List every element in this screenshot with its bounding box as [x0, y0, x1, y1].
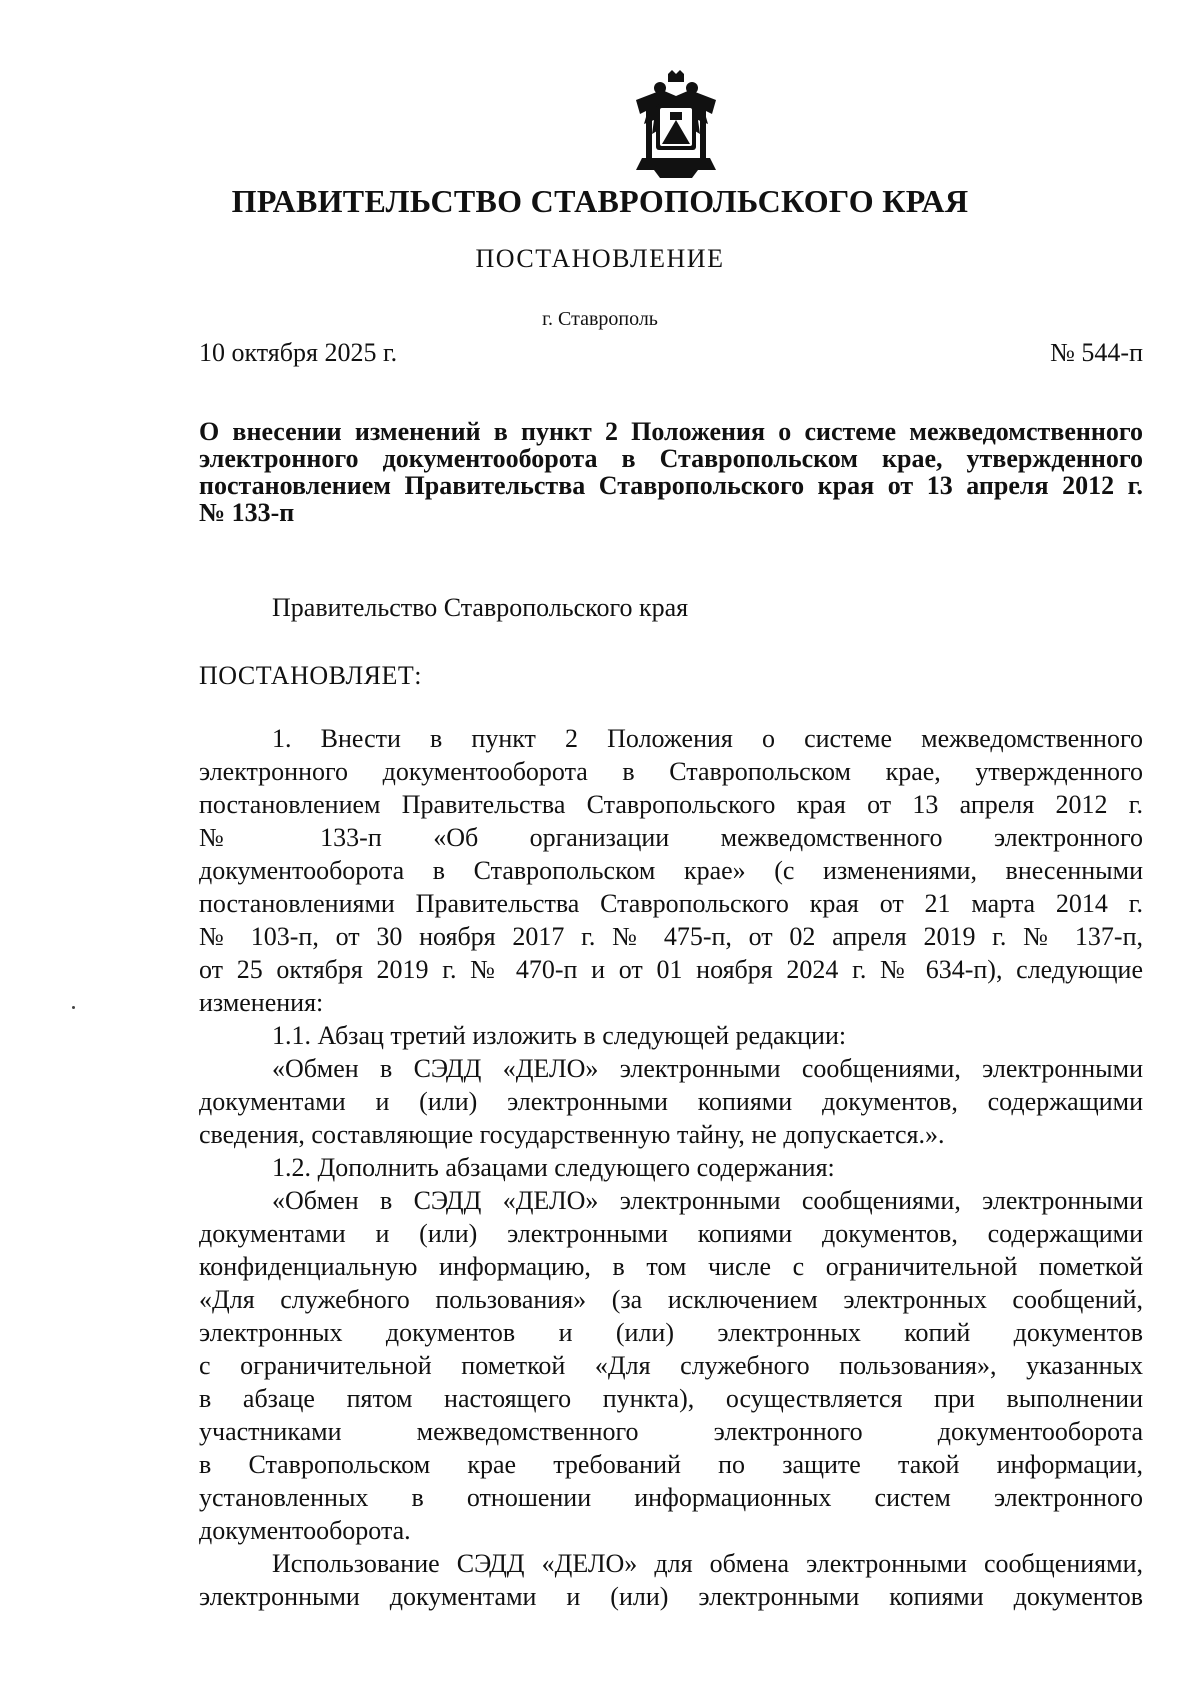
subject-line: постановлением Правительства Ставропольского края от 13 апреля 2012 г. — [199, 471, 1143, 500]
body-line: «Обмен в СЭДД «ДЕЛО» электронными сообщениями, электронными — [272, 1186, 1143, 1215]
document-subject — [199, 418, 1143, 526]
body-line: № 133-п «Об организации межведомственного электронного — [199, 823, 1143, 852]
subject-line: электронного документооборота в Ставропольском крае, утвержденного — [199, 444, 1143, 473]
body-line: «Обмен в СЭДД «ДЕЛО» электронными сообщениями, электронными — [272, 1054, 1143, 1083]
body-line: участниками межведомственного электронного документооборота — [199, 1417, 1143, 1446]
body-line: Использование СЭДД «ДЕЛО» для обмена электронными сообщениями, — [272, 1549, 1143, 1578]
body-line: документооборота в Ставропольском крае» (с изменениями, внесенными — [199, 856, 1143, 885]
body-line: 1. Внести в пункт 2 Положения о системе межведомственного — [272, 724, 1143, 753]
body-line: установленных в отношении информационных систем электронного — [199, 1483, 1143, 1512]
body-line: в абзаце пятом настоящего пункта), осуществляется при выполнении — [199, 1384, 1143, 1413]
resolves-heading: ПОСТАНОВЛЯЕТ: — [199, 661, 422, 690]
body-line: электронными документами и (или) электронными копиями документов — [199, 1582, 1143, 1611]
body-line: документооборота. — [199, 1516, 411, 1545]
document-type: ПОСТАНОВЛЕНИЕ — [475, 244, 725, 273]
body-line: конфиденциальную информацию, в том числе с ограничительной пометкой — [199, 1252, 1143, 1281]
body-line: № 103-п, от 30 ноября 2017 г. № 475-п, от 02 апреля 2019 г. № 137-п, — [199, 922, 1143, 951]
body-line: постановлениями Правительства Ставропольского края от 21 марта 2014 г. — [199, 889, 1143, 918]
body-line: «Для служебного пользования» (за исключением электронных сообщений, — [199, 1285, 1143, 1314]
government-name: Правительство Ставропольского края — [272, 593, 689, 622]
document-number: № 544-п — [1050, 338, 1143, 367]
body-line: с ограничительной пометкой «Для служебного пользования», указанных — [199, 1351, 1143, 1380]
body-line: электронных документов и (или) электронных копий документов — [199, 1318, 1143, 1347]
subject-line: № 133-п — [199, 498, 295, 527]
scan-artifact-dot — [72, 1006, 75, 1009]
document-body — [199, 722, 1143, 1613]
body-line: 1.1. Абзац третий изложить в следующей редакции: — [272, 1021, 847, 1050]
body-line: в Ставропольском крае требований по защите такой информации, — [199, 1450, 1143, 1479]
body-line: 1.2. Дополнить абзацами следующего содержания: — [272, 1153, 835, 1182]
subject-line: О внесении изменений в пункт 2 Положения о системе межведомственного — [199, 417, 1143, 446]
body-line: от 25 октября 2019 г. № 470-п и от 01 ноября 2024 г. № 634-п), следующие — [199, 955, 1143, 984]
body-line: электронного документооборота в Ставропольском крае, утвержденного — [199, 757, 1143, 786]
government-title: ПРАВИТЕЛЬСТВО СТАВРОПОЛЬСКОГО КРАЯ — [231, 183, 969, 219]
city: г. Ставрополь — [542, 308, 658, 330]
body-line: постановлением Правительства Ставропольского края от 13 апреля 2012 г. — [199, 790, 1143, 819]
document-date: 10 октября 2025 г. — [199, 338, 398, 367]
body-line: документами и (или) электронными копиями документов, содержащими — [199, 1219, 1143, 1248]
body-line: сведения, составляющие государственную тайну, не допускается.». — [199, 1120, 945, 1149]
coat-of-arms-icon — [632, 70, 720, 178]
body-line: изменения: — [199, 988, 324, 1017]
body-line: документами и (или) электронными копиями документов, содержащими — [199, 1087, 1143, 1116]
